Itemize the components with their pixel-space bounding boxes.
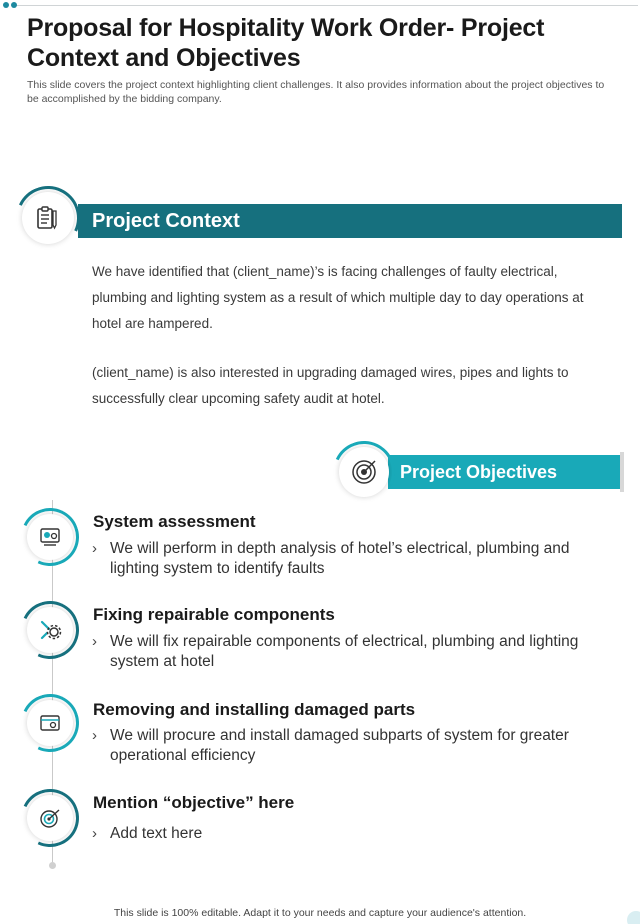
objective-title-4: Mention “objective” here	[93, 793, 295, 812]
objective-ring	[13, 686, 87, 760]
objective-title-2: Fixing repairable components	[93, 605, 335, 624]
objective-text-1: We will perform in depth analysis of hotel’s electrical, plumbing and lighting system to identify faults	[110, 540, 570, 577]
corner-decor-dot	[627, 911, 640, 924]
context-paragraph-2: (client_name) is also interested in upgrading damaged wires, pipes and lights to successfully clear upcoming safety audit at hotel.	[92, 365, 569, 406]
chevron-right-icon: ›	[92, 633, 97, 650]
project-objectives-banner	[388, 455, 622, 489]
objective-text-4: Add text here	[110, 825, 203, 842]
objective-title-3: Removing and installing damaged parts	[93, 700, 416, 719]
decor-dot	[11, 2, 17, 8]
objective-ring	[13, 781, 87, 855]
footer-note: This slide is 100% editable. Adapt it to your needs and capture your audience's attention.	[113, 907, 527, 919]
chevron-right-icon: ›	[92, 727, 97, 744]
timeline-end-dot	[49, 862, 56, 869]
objective-text-2: We will fix repairable components of electrical, plumbing and lighting system at hotel	[110, 633, 579, 670]
objective-text-3: We will procure and install damaged subparts of system for greater operational efficiency	[110, 727, 569, 764]
page-subtitle: This slide covers the project context highlighting client challenges. It also provides information about the project objectives to be accomplished by the bidding company.	[27, 79, 605, 105]
objectives-ring-accent	[324, 432, 403, 511]
objective-ring	[13, 593, 87, 667]
page-title: Proposal for Hospitality Work Order- Project Context and Objectives	[27, 14, 545, 72]
context-ring-accent	[7, 177, 89, 259]
project-context-banner	[78, 204, 622, 238]
objectives-banner-tail	[620, 452, 624, 492]
chevron-right-icon: ›	[92, 540, 97, 557]
top-rule	[14, 5, 638, 6]
project-objectives-heading: Project Objectives	[400, 461, 558, 482]
context-paragraph-1: We have identified that (client_name)’s is facing challenges of faulty electrical, plumbing and lighting system as a result of which multiple day to day operations at hotel are hampered.	[92, 264, 584, 331]
chevron-right-icon: ›	[92, 825, 97, 842]
objective-title-1: System assessment	[93, 512, 256, 531]
objective-ring	[13, 500, 87, 574]
decor-dot	[3, 2, 9, 8]
project-context-heading: Project Context	[92, 209, 240, 232]
